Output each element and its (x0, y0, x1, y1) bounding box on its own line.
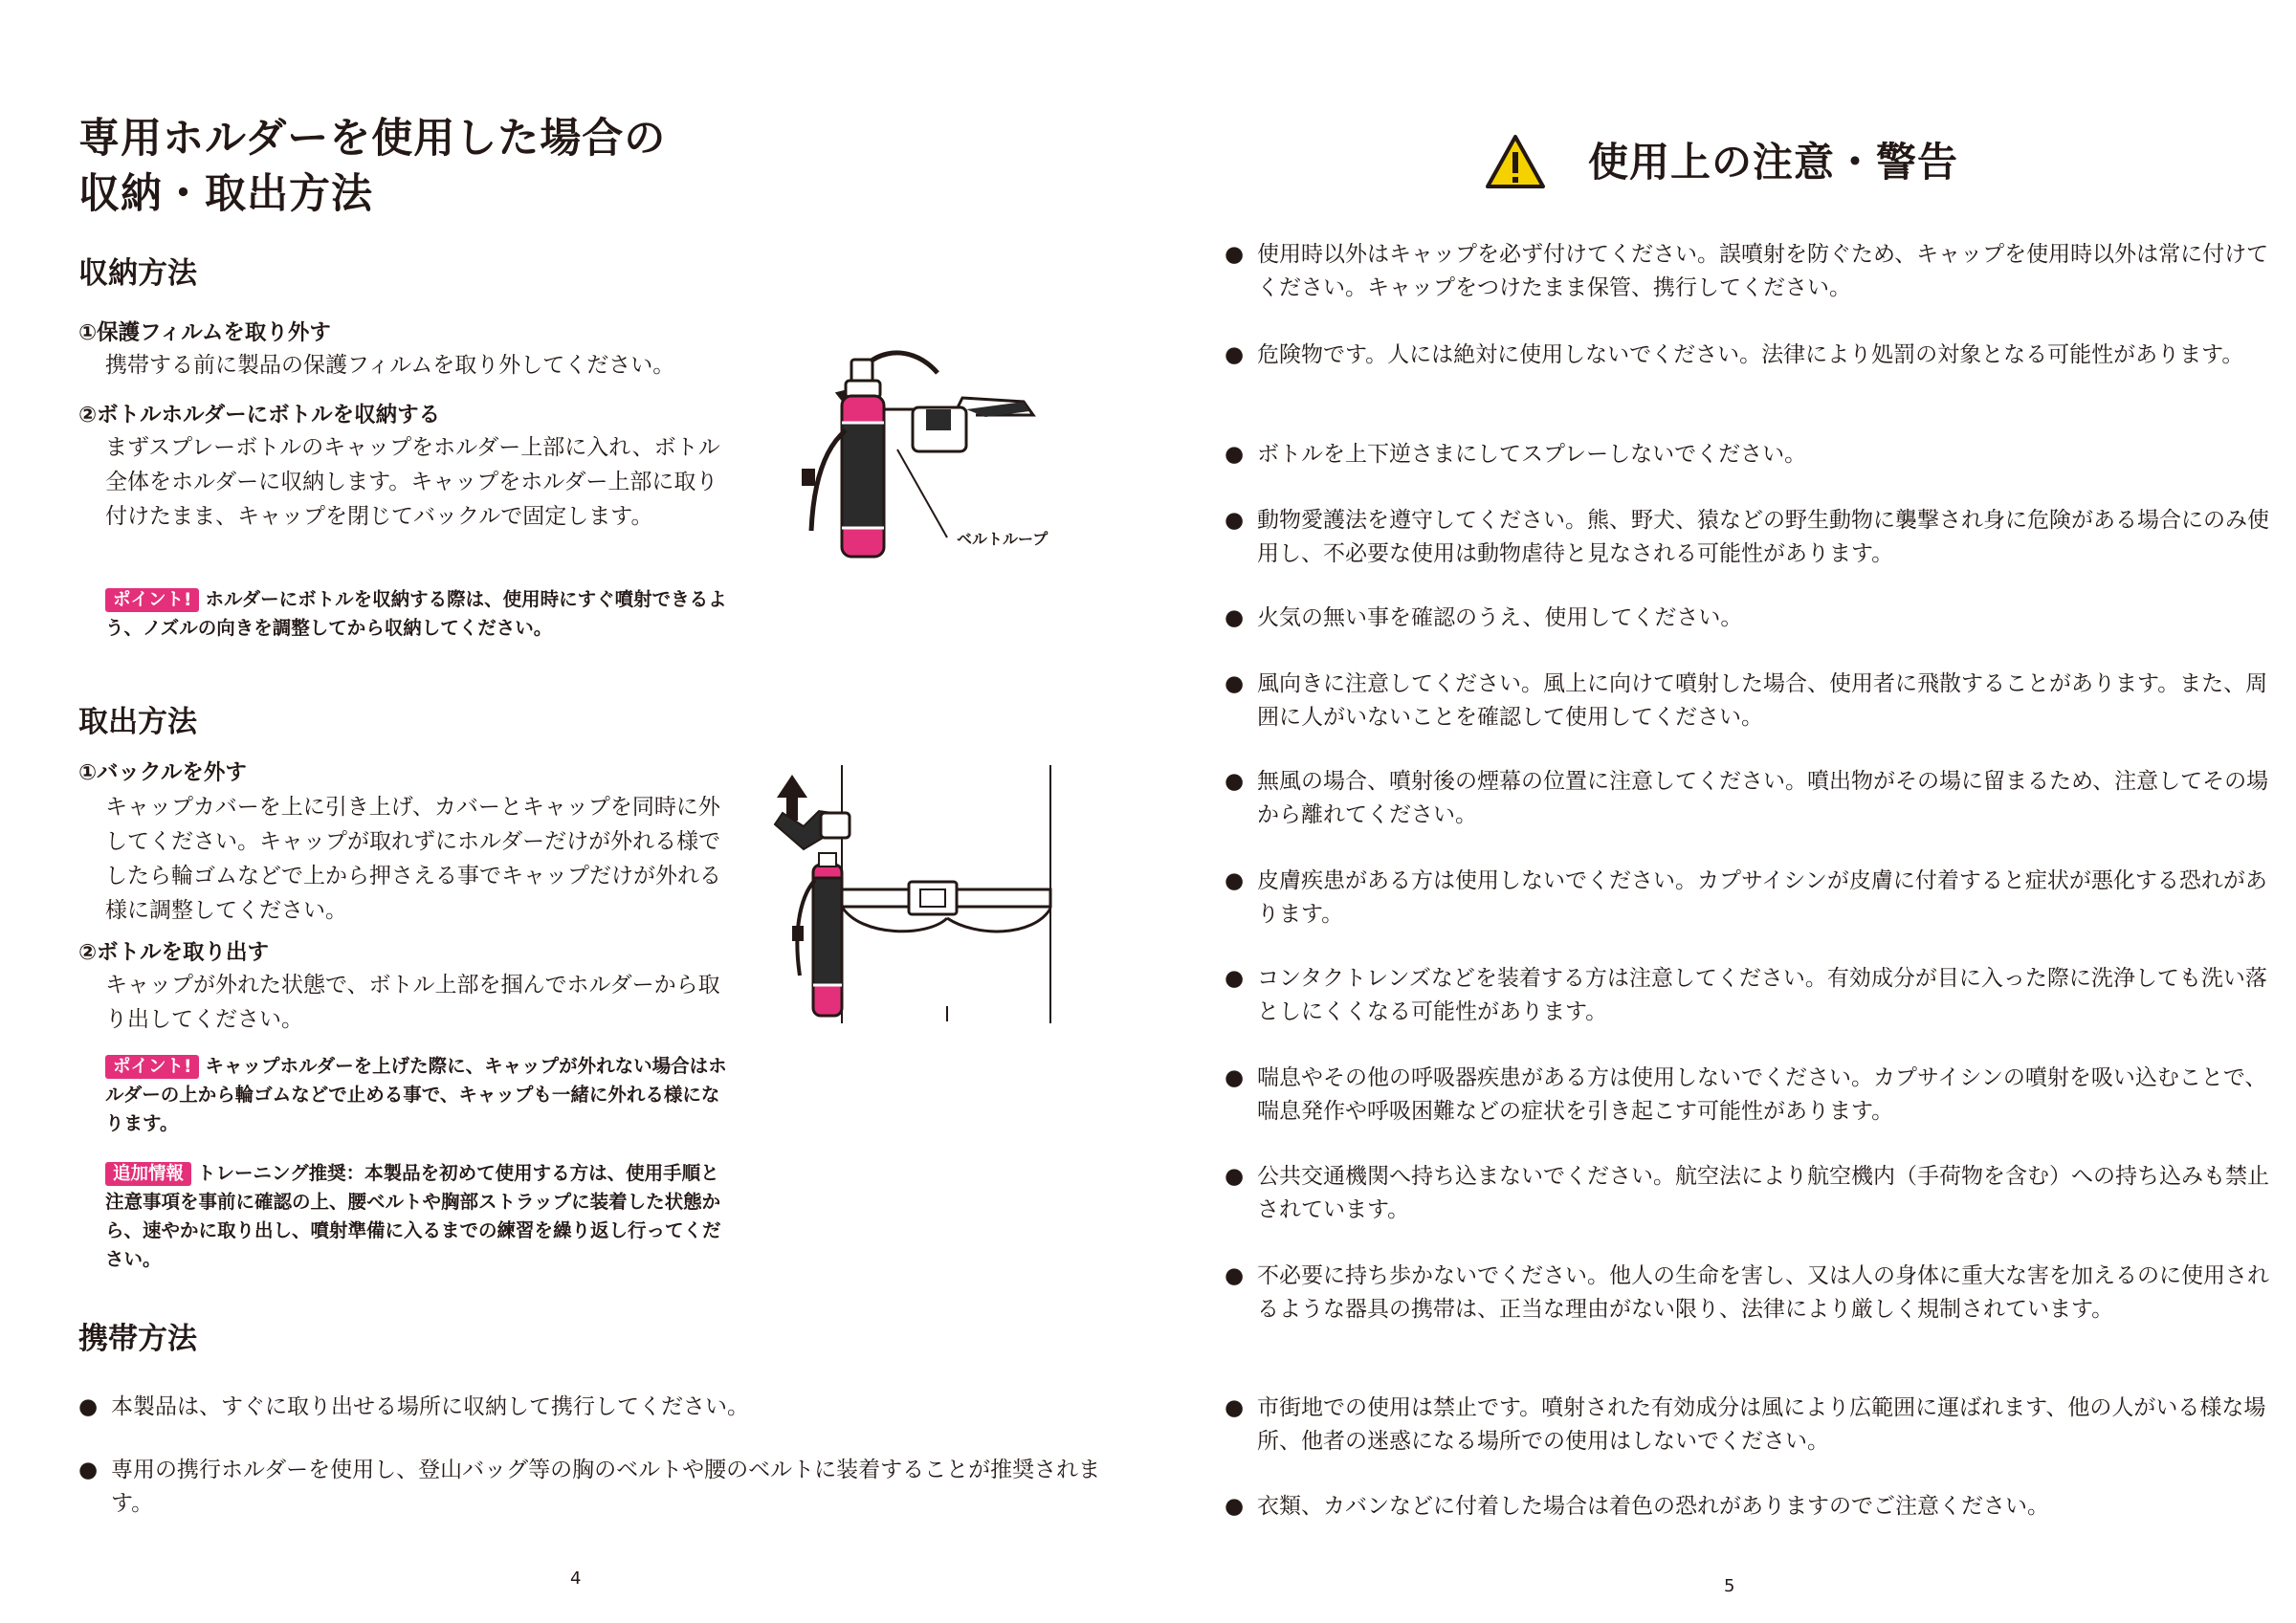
storage-step1-title: ①保護フィルムを取り外す (78, 320, 331, 345)
warning-item: ● コンタクトレンズなどを装着する方は注意してください。有効成分が目に入った際に洗浄しても洗い落としにくくなる可能性があります。 (1225, 962, 2271, 1029)
removal-step2-title: ②ボトルを取り出す (78, 940, 270, 965)
warning-item: ● 風向きに注意してください。風上に向けて噴射した場合、使用者に飛散することがあります。また、周囲に人がいないことを確認して使用してください。 (1225, 668, 2271, 735)
removal-step1-body: キャップカバーを上に引き上げ、カバーとキャップを同時に外してください。キャップが取れずにホルダーだけが外れる様でしたら輪ゴムなどで上から押さえる事でキャップだけが外れる様に調整してください。 (105, 795, 721, 923)
point-tag: ポイント! (105, 1055, 199, 1079)
warning-item: ● 衣類、カバンなどに付着した場合は着色の恐れがありますのでご注意ください。 (1225, 1490, 2271, 1524)
warning-item: ● 喘息やその他の呼吸器疾患がある方は使用しないでください。カプサイシンの噴射を吸い込むことで、喘息発作や呼吸困難などの症状を引き起こす可能性があります。 (1225, 1062, 2271, 1129)
warning-item: ● 危険物です。人には絶対に使用しないでください。法律により処罰の対象となる可能性があります。 (1225, 339, 2271, 372)
removal-step2-body: キャップが外れた状態で、ボトル上部を掴んでホルダーから取り出してください。 (105, 973, 720, 1032)
warning-item: ● 皮膚疾患がある方は使用しないでください。カプサイシンが皮膚に付着すると症状が悪化する恐れがあります。 (1225, 865, 2271, 932)
extra-info-text: トレーニング推奨：本製品を初めて使用する方は、使用手順と注意事項を事前に確認の上、腰ベルトや胸部ストラップに装着した状態から、速やかに取り出し、噴射準備に入るまでの練習を繰り返し行ってください。 (105, 1162, 721, 1270)
removal-illustration (765, 765, 1071, 1028)
storage-step2-title: ②ボトルホルダーにボトルを収納する (78, 403, 441, 428)
removal-heading: 取出方法 (78, 705, 197, 739)
warning-item: ● 公共交通機関へ持ち込まないでください。航空法により航空機内（手荷物を含む）への持ち込みも禁止されています。 (1225, 1160, 2271, 1227)
right-page (1148, 0, 2296, 1623)
warning-item: ● 火気の無い事を確認のうえ、使用してください。 (1225, 602, 2271, 635)
warning-item: ● 動物愛護法を遵守してください。熊、野犬、猿などの野生動物に襲撃され身に危険がある場合にのみ使用し、不必要な使用は動物虐待と見なされる可能性があります。 (1225, 504, 2271, 571)
warning-triangle-icon (1485, 134, 1546, 189)
carry-bullet-1: ● 本製品は、すぐに取り出せる場所に収納して携行してください。 (78, 1391, 1115, 1424)
warning-item: ● 不必要に持ち歩かないでください。他人の生命を害し、又は人の身体に重大な害を加えるのに使用されるような器具の携帯は、正当な理由がない限り、法律により厳しく規制されています。 (1225, 1260, 2271, 1327)
warning-item: ● 使用時以外はキャップを必ず付けてください。誤噴射を防ぐため、キャップを使用時以外は常に付けてください。キャップをつけたまま保管、携行してください。 (1225, 238, 2271, 305)
left-title-line1: 専用ホルダーを使用した場合の (78, 115, 667, 163)
storage-step2-body: まずスプレーボトルのキャップをホルダー上部に入れ、ボトル全体をホルダーに収納します。キャップをホルダー上部に取り付けたまま、キャップを閉じてバックルで固定します。 (105, 435, 720, 529)
belt-loop-label: ベルトループ (957, 530, 1049, 548)
extra-info-tag: 追加情報 (105, 1162, 191, 1186)
page-number-left: 4 (570, 1568, 582, 1589)
removal-step1-title: ①バックルを外す (78, 760, 247, 785)
page-number-right: 5 (1724, 1576, 1735, 1596)
removal-point-text: キャップホルダーを上げた際に、キャップが外れない場合はホルダーの上から輪ゴムなどで止める事で、キャップも一緒に外れる様になります。 (105, 1055, 727, 1134)
storage-point-note (105, 585, 727, 643)
removal-point-note (105, 1052, 727, 1138)
point-tag: ポイント! (105, 588, 199, 612)
warning-item: ● ボトルを上下逆さまにしてスプレーしないでください。 (1225, 438, 2271, 472)
extra-info-note (105, 1159, 727, 1274)
left-title-line2: 収納・取出方法 (78, 170, 373, 218)
warning-item: ● 市街地での使用は禁止です。噴射された有効成分は風により広範囲に運ばれます、他の人がいる様な場所、他者の迷惑になる場所での使用はしないでください。 (1225, 1392, 2271, 1459)
storage-heading: 収納方法 (78, 256, 197, 291)
carry-bullet-2: ● 専用の携行ホルダーを使用し、登山バッグ等の胸のベルトや腰のベルトに装着することが推奨されます。 (78, 1454, 1115, 1521)
carry-heading: 携帯方法 (78, 1322, 197, 1356)
warnings-title: 使用上の注意・警告 (1588, 139, 1959, 186)
storage-step1-body: 携帯する前に製品の保護フィルムを取り外してください。 (105, 353, 675, 378)
storage-point-text: ホルダーにボトルを収納する際は、使用時にすぐ噴射できるよう、ノズルの向きを調整してから収納してください。 (105, 588, 727, 639)
left-page-title (78, 111, 1035, 222)
warning-item: ● 無風の場合、噴射後の煙幕の位置に注意してください。噴出物がその場に留まるため、注意してその場から離れてください。 (1225, 765, 2271, 832)
